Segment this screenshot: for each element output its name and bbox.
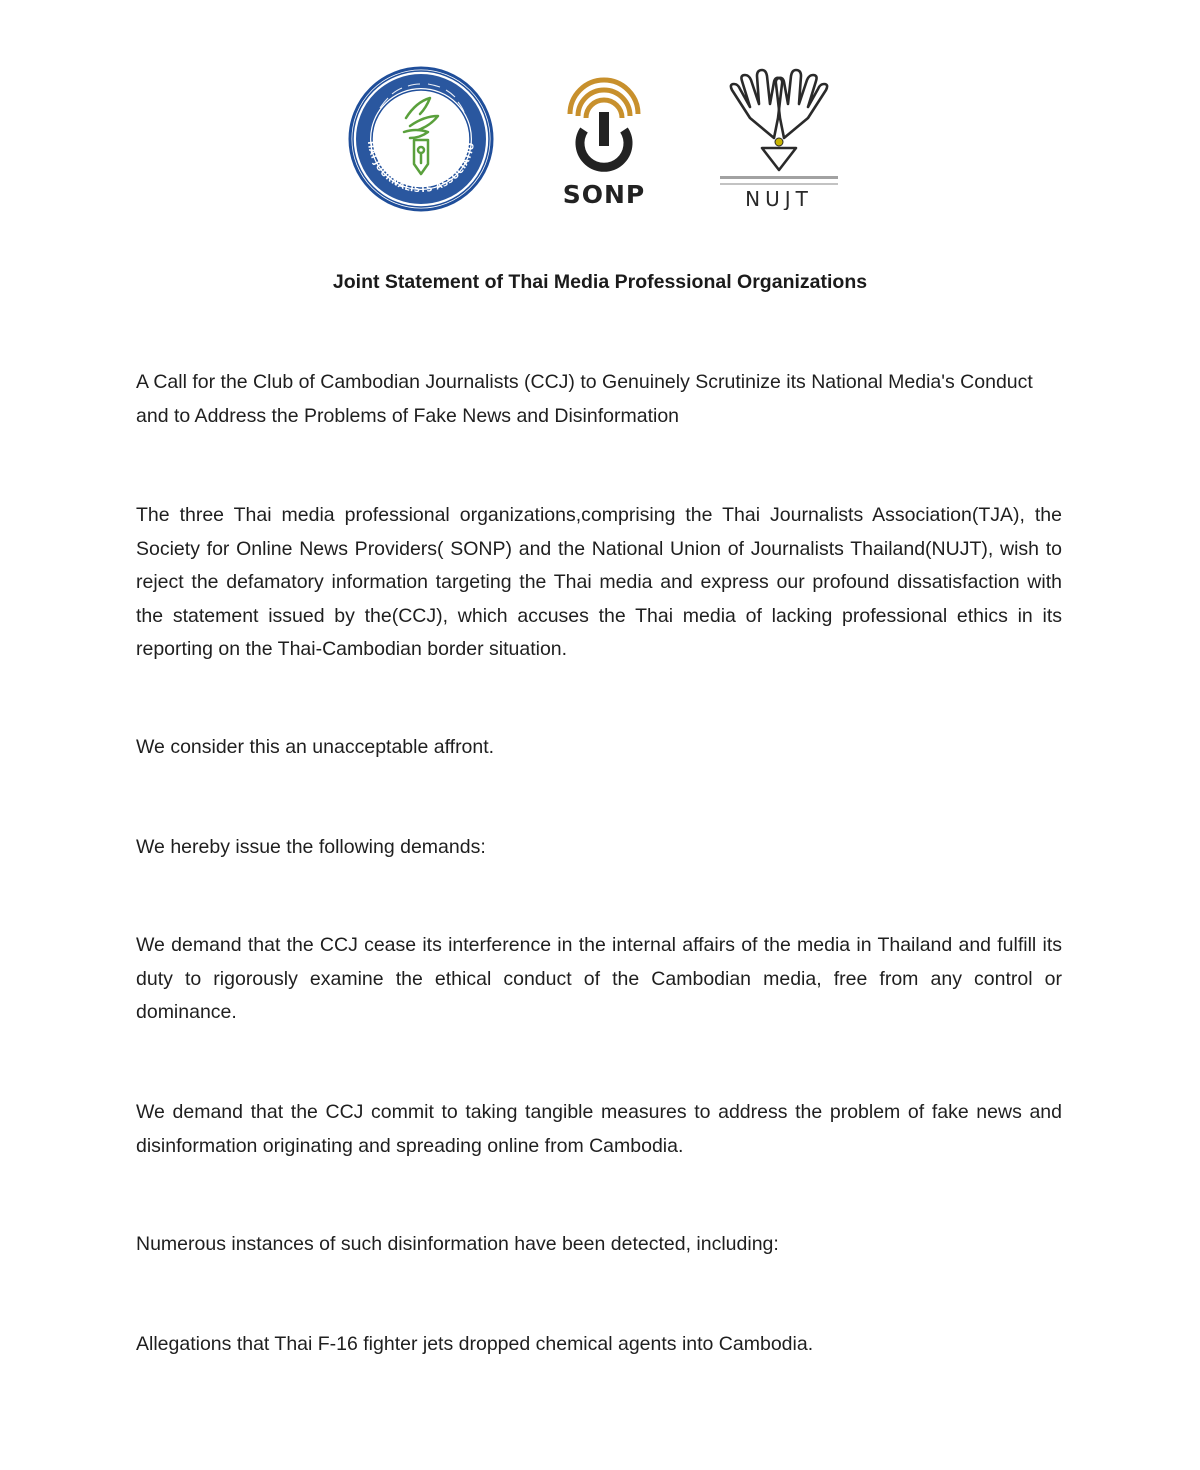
call-paragraph: A Call for the Club of Cambodian Journalists (CCJ) to Genuinely Scrutinize its National Media's Conduct and to Address the Problems of Fake News and Disinformation <box>136 371 1033 427</box>
demands-intro-paragraph: We hereby issue the following demands: <box>136 836 486 858</box>
disinformation-instances-paragraph: Numerous instances of such disinformation have been detected, including: <box>136 1233 779 1255</box>
tja-logo-icon <box>348 66 494 212</box>
svg-text:NUJT: NUJT <box>745 187 813 210</box>
document-title: Joint Statement of Thai Media Professional Organizations <box>332 271 868 293</box>
consider-paragraph: We consider this an unacceptable affront. <box>136 736 495 758</box>
three-organizations-paragraph: The three Thai media professional organizations,comprising the Thai Journalists Association(TJA), the Society for Online News Providers( SONP) and the National Union of Journalists Thailand(NUJT), wish to reject the defamatory information targeting the Thai media and express our profound dissatisfaction with the statement issued by the(CCJ), which accuses the Thai media of lacking professional ethics in its reporting on the Thai-Cambodian border situation. <box>136 504 1062 660</box>
sonp-label: SONP <box>562 180 646 209</box>
svg-text:THAI JOURNALISTS ASSOCIATION: HAI JOURNALISTS ASSOCIATIO <box>364 140 477 196</box>
nujt-logo-icon <box>716 68 842 210</box>
allegation-paragraph: Allegations that Thai F-16 fighter jets dropped chemical agents into Cambodia. <box>136 1333 814 1355</box>
demand-fake-news-paragraph: We demand that the CCJ commit to taking tangible measures to address the problem of fake news and disinformation originating and spreading online from Cambodia. <box>136 1101 1062 1157</box>
sonp-logo <box>562 70 646 212</box>
demand-interference-paragraph: We demand that the CCJ cease its interference in the internal affairs of the media in Thailand and fulfill its duty to rigorously examine the ethical conduct of the Cambodian media, free from any control or dominance. <box>136 934 1062 1023</box>
logo-row <box>0 66 1200 216</box>
sonp-power-icon <box>562 70 646 178</box>
